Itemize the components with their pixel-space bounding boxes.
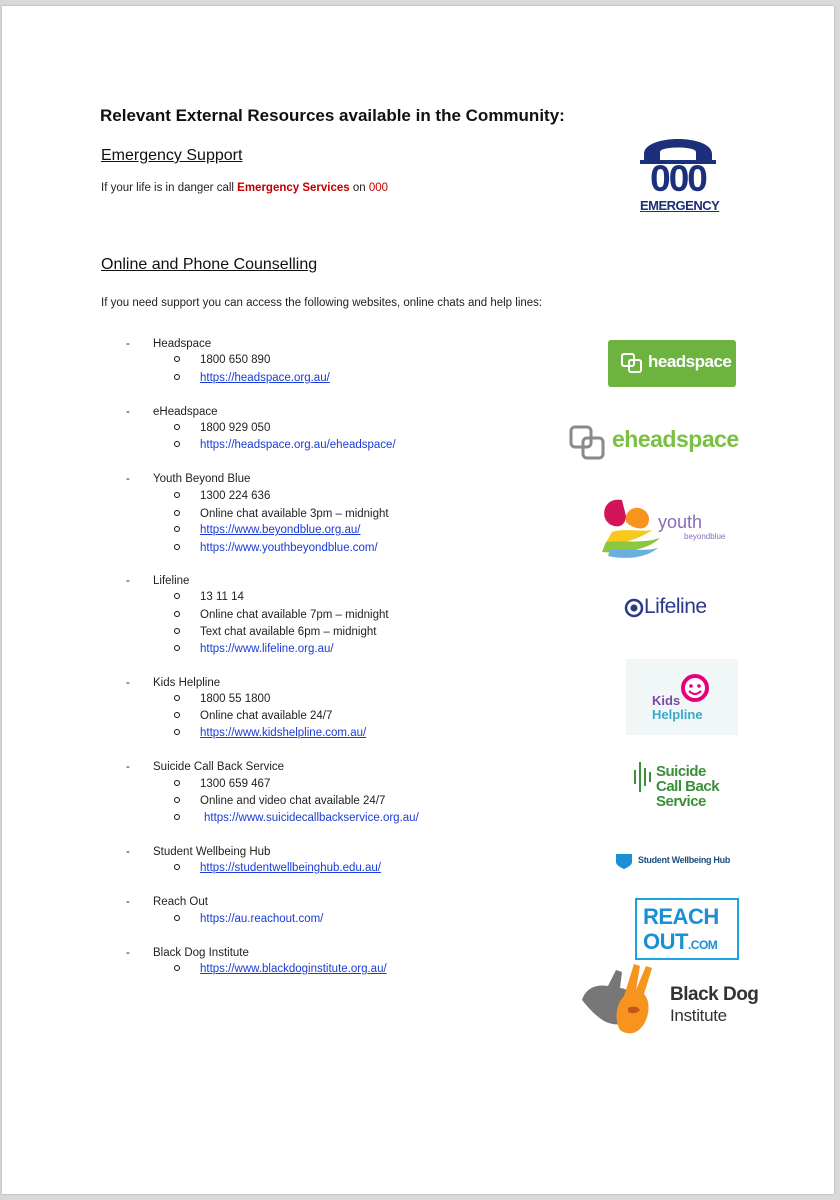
emergency-text-before: If your life is in danger call <box>101 182 238 194</box>
service-black-dog: - Black Dog Institute <box>126 947 249 959</box>
emergency-number: 000 <box>368 182 389 194</box>
counselling-heading: Online and Phone Counselling <box>101 256 318 273</box>
studentwellbeing-link[interactable]: https://studentwellbeinghub.edu.au/ <box>174 862 381 874</box>
list-item: Online and video chat available 24/7 <box>174 795 385 807</box>
suicidecallback-link[interactable]: https://www.suicidecallbackservice.org.au/ <box>174 812 419 824</box>
youth-beyondblue-logo: youth beyondblue <box>592 492 738 562</box>
service-reach-out: - Reach Out <box>126 896 208 908</box>
page-title: Relevant External Resources available in the Community: <box>100 106 565 125</box>
kids-helpline-logo: Kids Helpline <box>626 659 738 735</box>
headspace-logo: headspace <box>608 340 736 387</box>
headspace-mark-icon <box>620 352 644 374</box>
list-item: 1800 650 890 <box>174 354 270 366</box>
youthbeyondblue-link[interactable]: https://www.youthbeyondblue.com/ <box>174 542 378 554</box>
emergency-text <box>101 182 388 194</box>
service-youth-beyond-blue: - Youth Beyond Blue <box>126 473 251 485</box>
emergency-000-logo <box>640 130 720 220</box>
sound-wave-icon <box>632 760 654 794</box>
shield-icon <box>614 852 634 870</box>
reachout-logo: REACH OUT.COM <box>635 898 739 960</box>
student-wellbeing-hub-logo: Student Wellbeing Hub <box>612 851 754 871</box>
headspace-link[interactable]: https://headspace.org.au/ <box>174 372 330 384</box>
lifeline-logo: Lifeline <box>622 592 726 626</box>
eheadspace-link[interactable]: https://headspace.org.au/eheadspace/ <box>174 439 396 451</box>
emergency-services-label: Emergency Services <box>237 182 350 194</box>
lifeline-link[interactable]: https://www.lifeline.org.au/ <box>174 643 334 655</box>
reachout-link[interactable]: https://au.reachout.com/ <box>174 913 323 925</box>
smiley-face-icon <box>680 673 710 703</box>
counselling-intro: If you need support you can access the following websites, online chats and help lines: <box>101 297 543 309</box>
service-lifeline: - Lifeline <box>126 575 190 587</box>
service-suicide-call-back: - Suicide Call Back Service <box>126 761 285 773</box>
list-item: 1800 55 1800 <box>174 693 270 705</box>
lifeline-mark-icon <box>624 598 644 618</box>
butterfly-icon <box>592 492 662 562</box>
list-item: 1800 929 050 <box>174 422 270 434</box>
logo-000-text: 000 <box>650 158 706 199</box>
eheadspace-mark-icon <box>568 424 608 462</box>
dog-hand-icon <box>576 960 668 1040</box>
list-item: 13 11 14 <box>174 591 244 603</box>
list-item: Online chat available 7pm – midnight <box>174 609 389 621</box>
list-item: 1300 224 636 <box>174 490 270 502</box>
eheadspace-logo: eheadspace <box>568 420 748 464</box>
list-item: Online chat available 3pm – midnight <box>174 508 389 520</box>
blackdog-link[interactable]: https://www.blackdoginstitute.org.au/ <box>174 963 387 975</box>
list-item: 1300 659 467 <box>174 778 270 790</box>
suicide-callback-logo: Suicide Call Back Service <box>632 758 752 816</box>
list-item: Text chat available 6pm – midnight <box>174 626 376 638</box>
service-eheadspace: - eHeadspace <box>126 406 218 418</box>
list-item: Online chat available 24/7 <box>174 710 332 722</box>
logo-emergency-text: EMERGENCY <box>640 198 720 213</box>
emergency-text-mid: on <box>349 182 369 194</box>
document-page <box>2 6 834 1194</box>
black-dog-logo: Black Dog Institute <box>576 960 766 1040</box>
service-headspace: - Headspace <box>126 338 212 350</box>
beyondblue-link[interactable]: https://www.beyondblue.org.au/ <box>174 524 360 536</box>
emergency-heading: Emergency Support <box>101 147 243 164</box>
kidshelpline-link[interactable]: https://www.kidshelpline.com.au/ <box>174 727 366 739</box>
service-student-wellbeing-hub: - Student Wellbeing Hub <box>126 846 271 858</box>
service-kids-helpline: - Kids Helpline <box>126 677 221 689</box>
